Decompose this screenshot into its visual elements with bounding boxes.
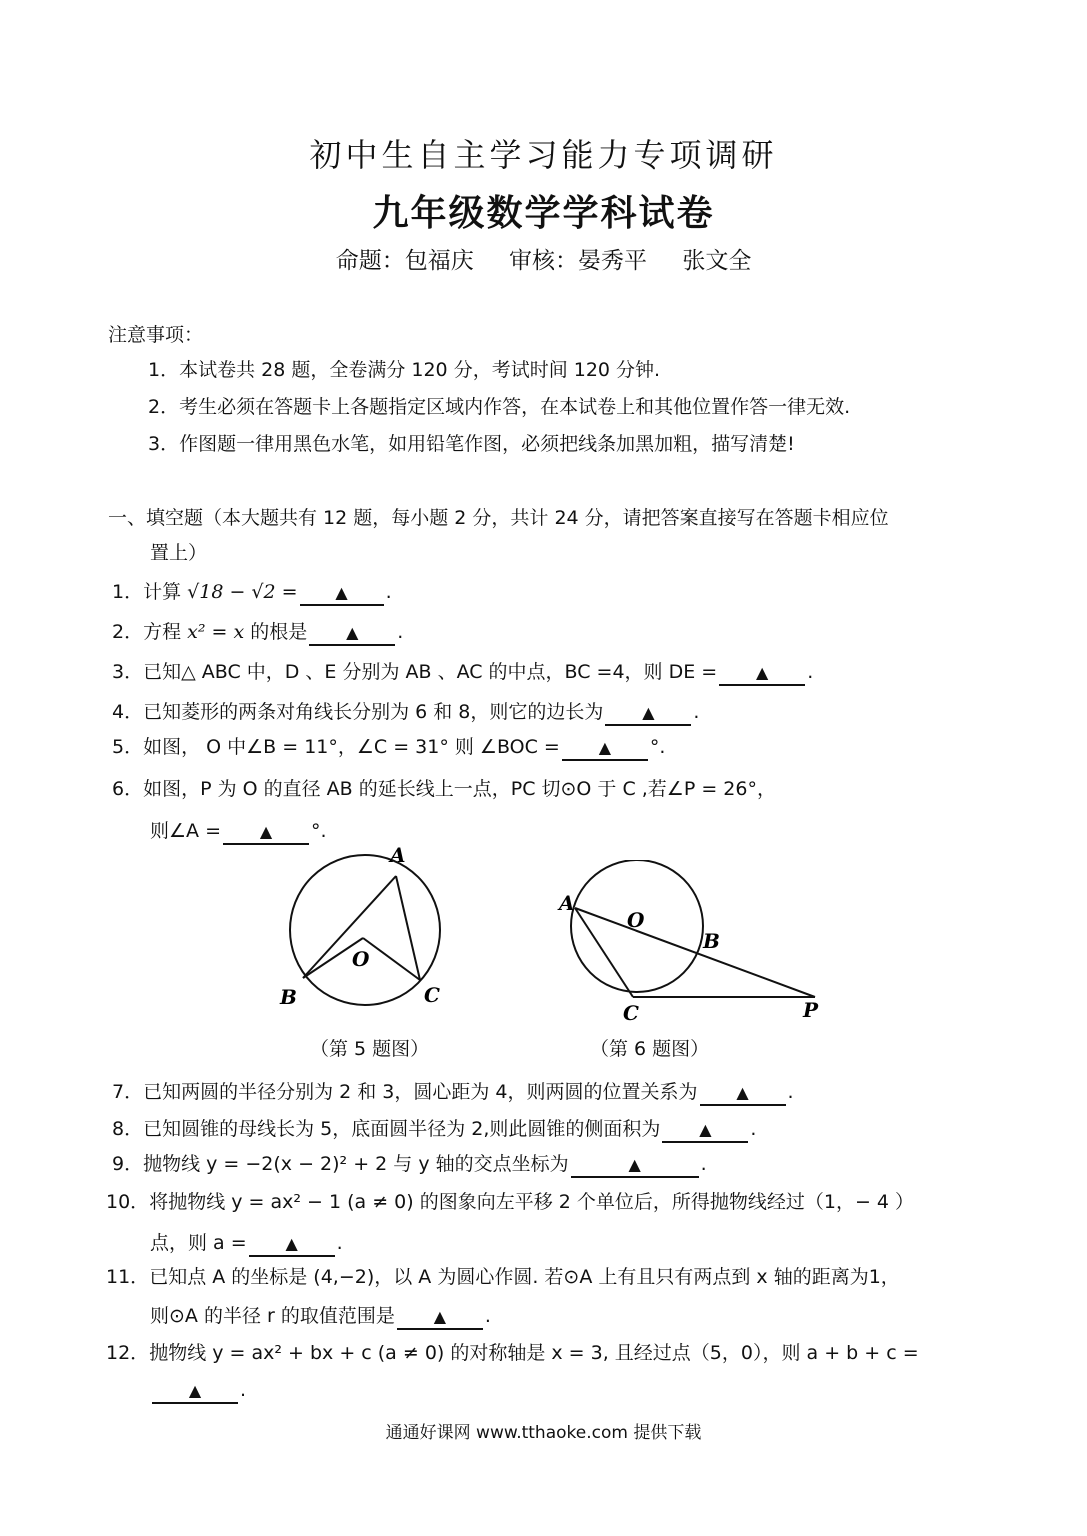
question-12: 12．抛物线 y = ax² + bx + c (a ≠ 0) 的对称轴是 x = 3, 且经过点（5，0），则 a + b + c =: [106, 1342, 919, 1364]
answer-triangle-icon: ▲: [736, 1083, 749, 1102]
answer-triangle-icon: ▲: [433, 1307, 447, 1326]
section-heading: 一、填空题（本大题共有 12 题，每小题 2 分，共计 24 分，请把答案直接写在答题卡相应位: [108, 507, 889, 529]
reviewer-2: 张文全: [682, 248, 752, 274]
figure-6-caption: （第 6 题图）: [590, 1038, 710, 1060]
question-10: 10．将抛物线 y = ax² − 1 (a ≠ 0) 的图象向左平移 2 个单位后，所得抛物线经过（1，− 4 ）: [106, 1191, 915, 1213]
figure-5-caption: （第 5 题图）: [310, 1038, 430, 1060]
label-a: A: [559, 891, 575, 915]
label-o: O: [627, 908, 645, 932]
answer-triangle-icon: ▲: [598, 738, 611, 757]
question-8: 8．已知圆锥的母线长为 5，底面圆半径为 2,则此圆锥的侧面积为 ▲ .: [112, 1114, 756, 1143]
answer-triangle-icon: ▲: [285, 1234, 298, 1253]
author-line: [0, 242, 1087, 275]
answer-blank[interactable]: [700, 1081, 786, 1106]
question-4: 4．已知菱形的两条对角线长分别为 6 和 8，则它的边长为 ▲ .: [112, 697, 699, 726]
question-number: 2．: [112, 621, 144, 643]
question-number: 6．: [112, 778, 144, 800]
answer-blank[interactable]: [571, 1153, 699, 1178]
answer-triangle-icon: ▲: [756, 663, 769, 682]
question-number: 11．: [106, 1266, 150, 1288]
question-6-cont: 则∠A = ▲ °.: [150, 816, 327, 845]
question-10-cont: 点，则 a = ▲ .: [150, 1228, 343, 1257]
question-number: 5．: [112, 736, 144, 758]
answer-blank[interactable]: [300, 581, 384, 606]
math-expression: √18 − √2 =: [187, 581, 298, 603]
answer-blank[interactable]: [605, 701, 691, 726]
note-item-3: 3．作图题一律用黑色水笔，如用铅笔作图，必须把线条加黑加粗，描写清楚!: [148, 433, 795, 455]
answer-blank[interactable]: [249, 1232, 335, 1257]
figure-5: [270, 840, 460, 1020]
question-9: 9．抛物线 y = −2(x − 2)² + 2 与 y 轴的交点坐标为 ▲ .: [112, 1149, 707, 1178]
question-number: 10．: [106, 1191, 150, 1213]
label-c: C: [623, 1001, 639, 1025]
question-number: 8．: [112, 1118, 144, 1140]
question-12-cont: ▲ .: [150, 1379, 246, 1404]
answer-triangle-icon: ▲: [346, 623, 359, 642]
note-item-1: 1．本试卷共 28 题，全卷满分 120 分，考试时间 120 分钟.: [148, 359, 661, 381]
answer-blank[interactable]: [397, 1305, 483, 1330]
exam-subtitle: 九年级数学学科试卷: [372, 193, 715, 234]
question-3: 3．已知△ ABC 中，D 、E 分别为 AB 、AC 的中点，BC =4，则 DE = ▲ .: [112, 657, 813, 686]
figure-6: [555, 860, 835, 1025]
footer: 通通好课网 www.tthaoke.com 提供下载: [385, 1423, 702, 1443]
answer-blank[interactable]: [152, 1379, 238, 1404]
label-c: C: [424, 983, 440, 1007]
exam-title: 初中生自主学习能力专项调研: [309, 136, 778, 174]
label-o: O: [352, 947, 370, 971]
answer-blank[interactable]: [719, 661, 805, 686]
circle-o: [290, 855, 440, 1005]
label-p: P: [803, 998, 819, 1022]
question-2: 2．方程 x² = x 的根是 ▲ .: [112, 617, 403, 646]
answer-blank[interactable]: [562, 736, 648, 761]
section-heading-cont: 置上）: [150, 542, 208, 564]
question-5: 5．如图， O 中∠B = 11°，∠C = 31° 则 ∠BOC = ▲ °.: [112, 732, 665, 761]
label-a: A: [390, 843, 406, 867]
answer-triangle-icon: ▲: [259, 822, 273, 841]
segment-ab: [303, 876, 396, 978]
answer-triangle-icon: ▲: [335, 583, 348, 602]
segment-ap: [575, 908, 815, 997]
label-b: B: [703, 929, 720, 953]
author: 命题：包福庆: [335, 248, 474, 274]
label-b: B: [280, 985, 297, 1009]
notes-heading: 注意事项：: [108, 324, 204, 346]
answer-triangle-icon: ▲: [628, 1155, 641, 1174]
answer-triangle-icon: ▲: [699, 1120, 712, 1139]
answer-triangle-icon: ▲: [642, 703, 655, 722]
math-expression: x² = x: [187, 621, 245, 643]
answer-triangle-icon: ▲: [188, 1381, 202, 1400]
reviewer: 审核：晏秀平: [509, 248, 647, 274]
answer-blank[interactable]: [309, 621, 395, 646]
answer-blank[interactable]: [662, 1118, 748, 1143]
question-number: 3．: [112, 661, 144, 683]
question-11-cont: 则⊙A 的半径 r 的取值范围是 ▲ .: [150, 1301, 491, 1330]
question-number: 1．: [112, 581, 144, 603]
question-1: 1．计算 √18 − √2 = ▲ .: [112, 577, 392, 606]
question-11: 11．已知点 A 的坐标是 (4,−2)，以 A 为圆心作圆. 若⊙A 上有且只有两点到 x 轴的距离为1，: [106, 1266, 900, 1288]
question-number: 12．: [106, 1342, 150, 1364]
question-6: 6．如图，P 为 O 的直径 AB 的延长线上一点，PC 切⊙O 于 C ,若∠P = 26°，: [112, 778, 776, 800]
question-number: 9．: [112, 1153, 144, 1175]
note-item-2: 2．考生必须在答题卡上各题指定区域内作答，在本试卷上和其他位置作答一律无效.: [148, 396, 851, 418]
question-7: 7．已知两圆的半径分别为 2 和 3，圆心距为 4，则两圆的位置关系为 ▲ .: [112, 1077, 794, 1106]
question-number: 7．: [112, 1081, 144, 1103]
question-number: 4．: [112, 701, 144, 723]
